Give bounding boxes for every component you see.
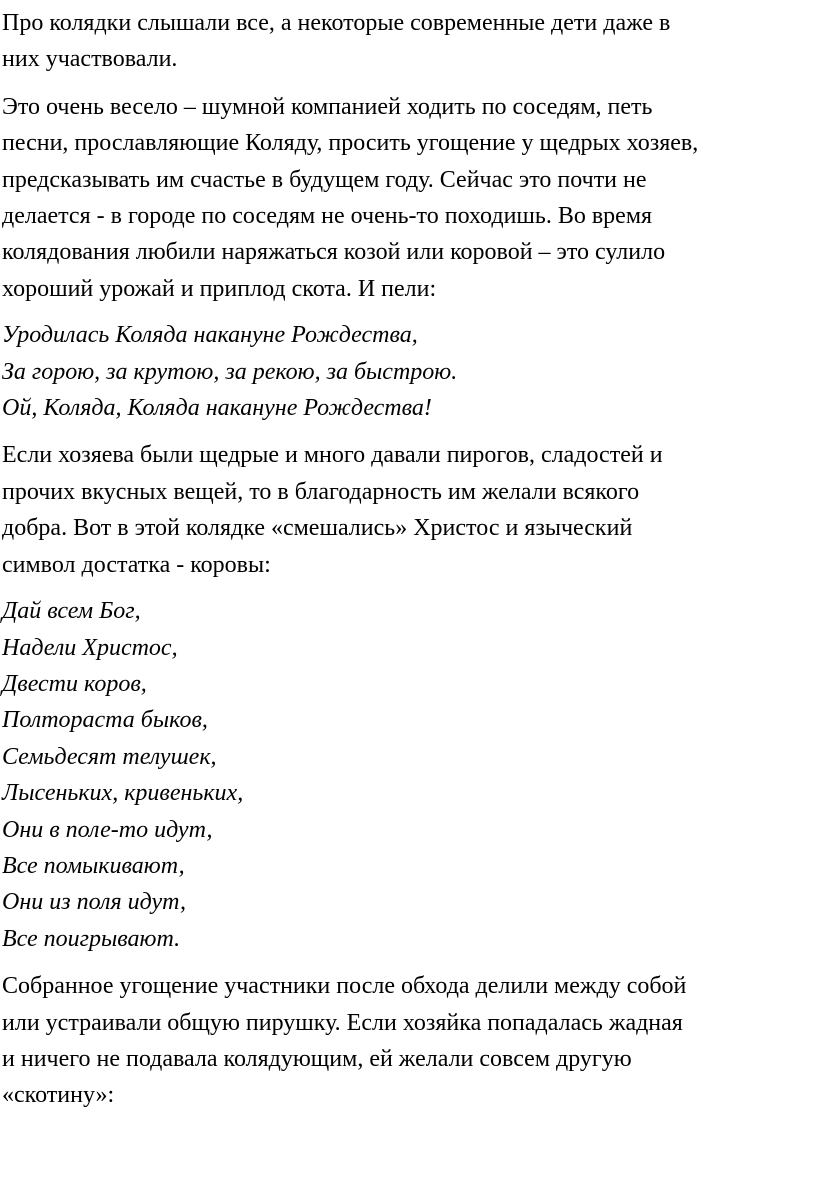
verse-line: Все поигрывают. [2, 925, 181, 952]
paragraph-generous-hosts [2, 437, 816, 583]
verse-koliada [2, 317, 816, 426]
text-line: песни, прославляющие Коляду, просить угощение у щедрых хозяев, [2, 130, 699, 157]
paragraph-collected-treats [2, 968, 816, 1114]
text-line: Если хозяева были щедрые и много давали пирогов, сладостей и [2, 442, 663, 469]
text-line: добра. Вот в этой колядке «смешались» Христос и языческий [2, 515, 633, 542]
text-line: хороший урожай и приплод скота. И пели: [2, 275, 437, 302]
verse-line: Семьдесят телушек, [2, 743, 217, 770]
text-line: и ничего не подавала колядующим, ей желали совсем другую [2, 1045, 632, 1072]
verse-line: Уродилась Коляда накануне Рождества, [2, 322, 418, 349]
verse-line: Надели Христос, [2, 634, 178, 661]
verse-cows [2, 593, 816, 957]
text-line: Собранное угощение участники после обхода делили между собой [2, 973, 687, 1000]
text-line: «скотину»: [2, 1082, 115, 1109]
text-line: Про колядки слышали все, а некоторые современные дети даже в [2, 10, 671, 36]
verse-line: Полтораста быков, [2, 707, 208, 734]
verse-line: Дай всем Бог, [2, 598, 141, 625]
text-line: них участвовали. [2, 46, 178, 73]
text-line: символ достатка - коровы: [2, 551, 271, 578]
verse-line: Они в поле-то идут, [2, 816, 213, 843]
verse-line: Двести коров, [2, 670, 147, 697]
verse-line: За горою, за крутою, за рекою, за быстрою. [2, 358, 458, 385]
verse-line: Все помыкивают, [2, 852, 185, 879]
text-line: или устраивали общую пирушку. Если хозяйка попадалась жадная [2, 1009, 683, 1036]
verse-line: Лысеньких, кривеньких, [2, 780, 244, 807]
verse-line: Они из поля идут, [2, 889, 187, 916]
text-line: делается - в городе по соседям не очень-то походишь. Во время [2, 203, 653, 230]
text-line: предсказывать им счастье в будущем году. Сейчас это почти не [2, 166, 647, 193]
paragraph-intro [2, 5, 816, 78]
text-line: Это очень весело – шумной компанией ходить по соседям, петь [2, 93, 653, 120]
text-line: колядования любили наряжаться козой или коровой – это сулило [2, 239, 666, 266]
text-line: прочих вкусных вещей, то в благодарность им желали всякого [2, 478, 640, 505]
verse-line: Ой, Коляда, Коляда накануне Рождества! [2, 395, 432, 422]
paragraph-caroling-description [2, 89, 816, 307]
